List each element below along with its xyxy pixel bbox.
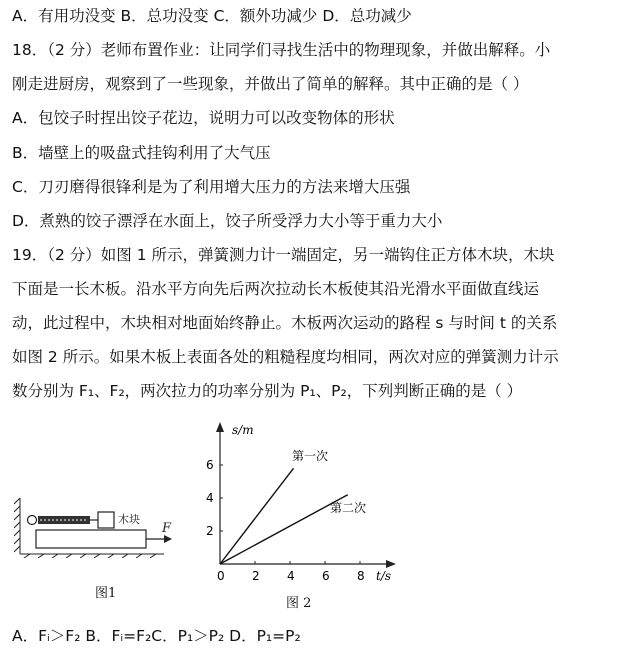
wood-block (98, 512, 114, 528)
y-tick-label: 6 (206, 458, 214, 472)
wood-block-label: 木块 (118, 513, 140, 526)
q18-option-c: C．刀刃磨得很锋利是为了利用增大压力的方法来增大压强 (12, 178, 411, 196)
q18-stem-line2: 刚走进厨房，观察到了一些现象，并做出了简单的解释。其中正确的是（ ） (12, 75, 529, 93)
x-tick-label: 0 (217, 569, 225, 583)
wall (14, 498, 164, 558)
x-tick-label: 8 (357, 569, 365, 583)
x-axis (220, 560, 396, 568)
series-line-first (220, 468, 294, 564)
figure1-apparatus (14, 496, 194, 558)
q19-stem-line3: 动，此过程中，木块相对地面始终静止。木板两次运动的路程 s 与时间 t 的关系 (12, 314, 558, 332)
figure2-caption: 图 2 (286, 596, 312, 611)
q18-stem-line1: 18．（2 分）老师布置作业：让同学们寻找生活中的物理现象，并做出解释。小 (12, 41, 551, 59)
q19-options: A．Fᵢ＞F₂ B．Fᵢ=F₂C．P₁＞P₂ D．P₁=P₂ (12, 627, 301, 645)
q18-option-b: B．墙壁上的吸盘式挂钩利用了大气压 (12, 144, 271, 162)
series-label-first: 第一次 (292, 449, 329, 463)
q19-stem-line2: 下面是一长木板。沿水平方向先后两次拉动长木板使其沿光滑水平面做直线运 (12, 280, 540, 298)
series-label-second: 第二次 (330, 501, 367, 515)
y-axis (216, 422, 224, 564)
y-tick-label: 4 (206, 491, 214, 505)
q19-stem-line5: 数分别为 F₁、F₂，两次拉力的功率分别为 P₁、P₂，下列判断正确的是（ ） (12, 382, 523, 400)
x-tick-label: 6 (322, 569, 330, 583)
x-tick-label: 2 (252, 569, 260, 583)
q19-stem-line4: 如图 2 所示。如果木板上表面各处的粗糙程度均相同，两次对应的弹簧测力计示 (12, 348, 559, 366)
figure1-caption: 图1 (95, 586, 117, 601)
series-line-second (220, 495, 348, 564)
x-axis-label: t/s (376, 569, 392, 583)
long-board (36, 530, 146, 548)
figure2-st-graph (196, 420, 406, 588)
q18-option-d: D．煮熟的饺子漂浮在水面上，饺子所受浮力大小等于重力大小 (12, 212, 443, 230)
force-label: F (162, 521, 172, 536)
x-tick-label: 4 (287, 569, 295, 583)
spring-scale (28, 516, 99, 525)
y-axis-label: s/m (232, 423, 254, 437)
q17-options: A．有用功没变 B．总功没变 C．额外功减少 D．总功减少 (12, 7, 412, 25)
y-tick-label: 2 (206, 524, 214, 538)
force-arrowhead (164, 535, 172, 543)
q19-stem-line1: 19．（2 分）如图 1 所示，弹簧测力计一端固定，另一端钩住正方体木块，木块 (12, 246, 555, 264)
q18-option-a: A．包饺子时捏出饺子花边，说明力可以改变物体的形状 (12, 109, 395, 127)
